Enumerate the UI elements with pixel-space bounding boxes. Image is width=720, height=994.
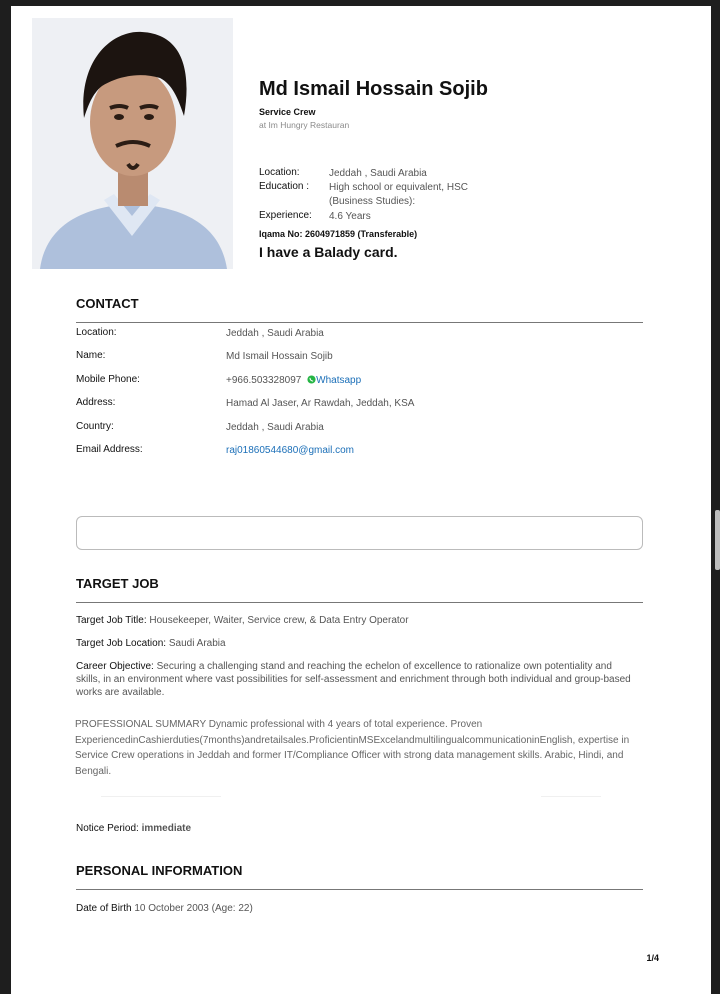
contact-country-label: Country: (76, 421, 114, 432)
iqama-number: Iqama No: 2604971859 (Transferable) (259, 229, 418, 239)
whatsapp-icon (307, 375, 316, 387)
career-objective (76, 660, 636, 699)
target-job-section-title: TARGET JOB (76, 576, 159, 591)
target-job-divider (76, 602, 643, 603)
contact-email-label: Email Address: (76, 444, 143, 455)
contact-address-value: Hamad Al Jaser, Ar Rawdah, Jeddah, KSA (226, 398, 415, 409)
notice-period-label: Notice Period: (76, 823, 139, 834)
faint-line (101, 796, 221, 797)
contact-phone-row (226, 375, 361, 387)
summary-education-line1: High school or equivalent, HSC (329, 182, 468, 193)
target-job-title-value: Housekeeper, Waiter, Service crew, & Data Entry Operator (149, 615, 409, 626)
profile-photo (32, 18, 233, 269)
summary-location-value: Jeddah , Saudi Arabia (329, 168, 427, 179)
contact-name-value: Md Ismail Hossain Sojib (226, 351, 333, 362)
whatsapp-link[interactable]: Whatsapp (316, 375, 362, 386)
target-job-location-value: Saudi Arabia (166, 638, 226, 649)
date-of-birth-label: Date of Birth (76, 903, 132, 914)
summary-location-label: Location: (259, 167, 300, 178)
candidate-name: Md Ismail Hossain Sojib (259, 78, 488, 100)
page-indicator: 1/4 (646, 953, 659, 963)
contact-address-label: Address: (76, 397, 116, 408)
target-job-location-line (76, 638, 226, 649)
notice-period-line (76, 823, 191, 834)
candidate-company: at Im Hungry Restauran (259, 120, 350, 130)
resume-page (11, 6, 711, 994)
contact-name-label: Name: (76, 350, 106, 361)
summary-education-label: Education : (259, 181, 310, 192)
candidate-role: Service Crew (259, 107, 316, 117)
career-objective-label: Career Objective: (76, 661, 154, 672)
personal-info-divider (76, 889, 643, 890)
profile-photo-image (32, 18, 233, 269)
target-job-location-label: Target Job Location: (76, 638, 167, 649)
empty-text-box (76, 516, 643, 550)
notice-period-value: immediate (141, 823, 192, 834)
contact-section-title: CONTACT (76, 296, 139, 311)
target-job-title-line (76, 615, 409, 626)
summary-experience-label: Experience: (259, 210, 312, 221)
date-of-birth-line (76, 903, 253, 914)
summary-education-line2: (Business Studies): (329, 196, 416, 207)
contact-email-link[interactable]: raj01860544680@gmail.com (226, 445, 355, 456)
contact-phone-value[interactable]: +966.503328097 (226, 375, 302, 386)
target-job-title-label: Target Job Title: (76, 615, 147, 626)
scrollbar-thumb[interactable] (715, 510, 720, 570)
contact-location-value: Jeddah , Saudi Arabia (226, 328, 324, 339)
contact-divider (76, 322, 643, 323)
balady-card-note: I have a Balady card. (259, 244, 398, 260)
date-of-birth-value: 10 October 2003 (Age: 22) (134, 903, 253, 914)
career-objective-text: Securing a challenging stand and reaching the echelon of excellence to rationalize own potentiality and skills, in an environment where vast possibilities for self-assessment and enrichment through both individual and group-based works are available. (76, 661, 631, 698)
contact-location-label: Location: (76, 327, 117, 338)
personal-info-section-title: PERSONAL INFORMATION (76, 863, 243, 878)
summary-experience-value: 4.6 Years (329, 211, 371, 222)
faint-line (541, 796, 601, 797)
contact-country-value: Jeddah , Saudi Arabia (226, 422, 324, 433)
professional-summary: PROFESSIONAL SUMMARY Dynamic professional with 4 years of total experience. Proven ExperiencedinCashierduties(7months)andretailsales.ProficientinMSExcelandmultilingualcommunicationinEnglish, expertise in Service Crew operations in Jeddah and former IT/Compliance Officer with strong data management skills. Arabic, Hindi, and Bengali. (75, 719, 630, 777)
contact-phone-label: Mobile Phone: (76, 374, 140, 385)
